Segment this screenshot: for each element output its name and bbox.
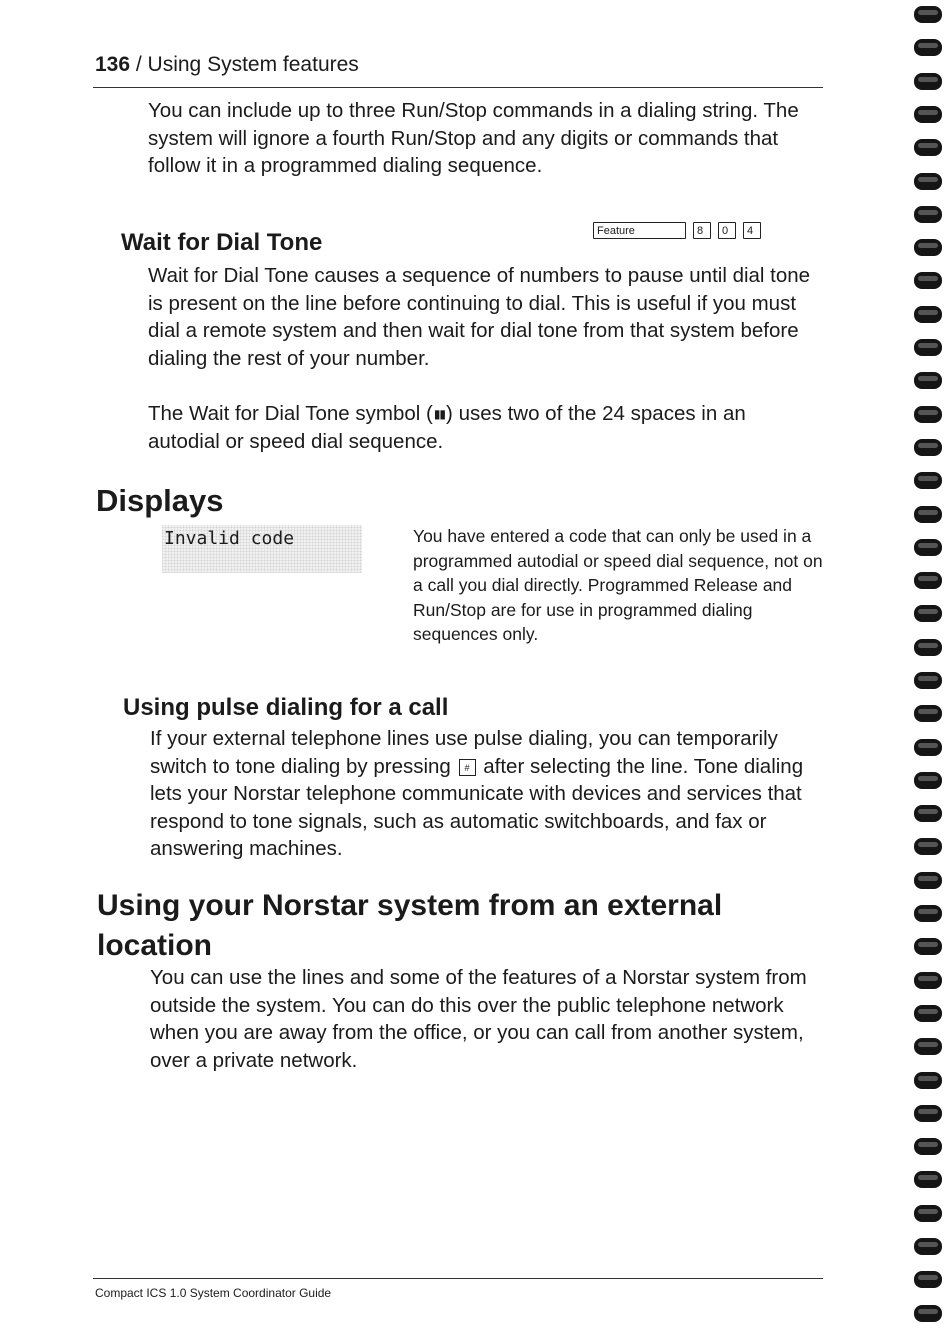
binding-ring — [914, 439, 942, 456]
pulse-paragraph — [150, 725, 825, 863]
binding-ring — [914, 539, 942, 556]
intro-paragraph: You can include up to three Run/Stop commands in a dialing string. The system will ignore a fourth Run/Stop and any digits or commands that follow it in a programmed dialing sequence. — [148, 99, 799, 177]
binding-ring — [914, 905, 942, 922]
pulse-text-end: after selecting the line. Tone dialing lets your Norstar telephone communicate with devices and services that respond to tone signals, such as automatic switchboards, and fax or answering machines. — [150, 754, 804, 860]
binding-ring — [914, 672, 942, 689]
binding-ring — [914, 339, 942, 356]
display-description: You have entered a code that can only be used in a programmed autodial or speed dial sequence, not on a call you dial directly. Programmed Release and Run/Stop are for use in programmed dialing sequences only. — [413, 526, 823, 644]
binding-ring — [914, 605, 942, 622]
binding-ring — [914, 872, 942, 889]
binding-ring — [914, 838, 942, 855]
binding-ring — [914, 406, 942, 423]
pulse-dialing-heading: Using pulse dialing for a call — [123, 694, 449, 721]
external-paragraph: You can use the lines and some of the features of a Norstar system from outside the system. You can do this over the public telephone network when you are away from the office, or you can call from another system, over a private network. — [150, 966, 807, 1072]
binding-ring — [914, 572, 942, 589]
binding-ring — [914, 938, 942, 955]
binding-ring — [914, 1238, 942, 1255]
binding-ring — [914, 73, 942, 90]
wait-symbol-icon: ▮▮ — [433, 406, 446, 421]
feature-key: Feature — [593, 222, 686, 239]
digit-key-0: 0 — [718, 222, 736, 239]
binding-ring — [914, 1072, 942, 1089]
wait-paragraph-2-end: ) uses two of the 24 spaces in an autodial or speed dial sequence. — [148, 402, 746, 454]
binding-ring — [914, 206, 942, 223]
external-location-heading: Using your Norstar system from an external location — [97, 889, 723, 962]
spiral-binding — [908, 0, 950, 1343]
binding-ring — [914, 1171, 942, 1188]
header-rule — [93, 87, 823, 88]
lcd-display — [162, 525, 362, 573]
binding-ring — [914, 1305, 942, 1322]
wait-paragraph-2-start: The Wait for Dial Tone symbol ( — [148, 402, 433, 425]
binding-ring — [914, 6, 942, 23]
binding-ring — [914, 306, 942, 323]
binding-ring — [914, 139, 942, 156]
footer-rule — [93, 1278, 823, 1279]
binding-ring — [914, 239, 942, 256]
binding-ring — [914, 272, 942, 289]
binding-ring — [914, 173, 942, 190]
wait-for-dial-tone-heading: Wait for Dial Tone — [121, 229, 323, 256]
binding-ring — [914, 1138, 942, 1155]
binding-ring — [914, 472, 942, 489]
binding-ring — [914, 372, 942, 389]
feature-code-keys — [593, 222, 761, 240]
binding-ring — [914, 106, 942, 123]
section-name: / Using System features — [130, 53, 359, 76]
page-number: 136 — [95, 53, 131, 76]
displays-heading: Displays — [96, 483, 224, 518]
binding-ring — [914, 739, 942, 756]
binding-ring — [914, 1271, 942, 1288]
binding-ring — [914, 1038, 942, 1055]
binding-ring — [914, 1005, 942, 1022]
binding-ring — [914, 972, 942, 989]
wait-paragraph-2 — [148, 400, 823, 456]
binding-ring — [914, 805, 942, 822]
binding-ring — [914, 1205, 942, 1222]
binding-ring — [914, 39, 942, 56]
page-footer: Compact ICS 1.0 System Coordinator Guide — [95, 1286, 332, 1300]
digit-key-8: 8 — [693, 222, 711, 239]
lcd-text: Invalid code — [164, 528, 295, 549]
binding-ring — [914, 772, 942, 789]
binding-ring — [914, 705, 942, 722]
pound-key-icon: # — [459, 759, 476, 776]
page-header — [95, 53, 359, 77]
binding-ring — [914, 1105, 942, 1122]
wait-paragraph-1: Wait for Dial Tone causes a sequence of numbers to pause until dial tone is present on the line before continuing to dial. This is useful if you must dial a remote system and then wait for dial tone from that system before dialing the rest of your number. — [148, 264, 811, 370]
binding-ring — [914, 506, 942, 523]
binding-ring — [914, 639, 942, 656]
digit-key-4: 4 — [743, 222, 761, 239]
pulse-text-start: If your external telephone lines use pulse dialing, you can temporarily switch to tone dialing by pressing — [150, 727, 778, 778]
